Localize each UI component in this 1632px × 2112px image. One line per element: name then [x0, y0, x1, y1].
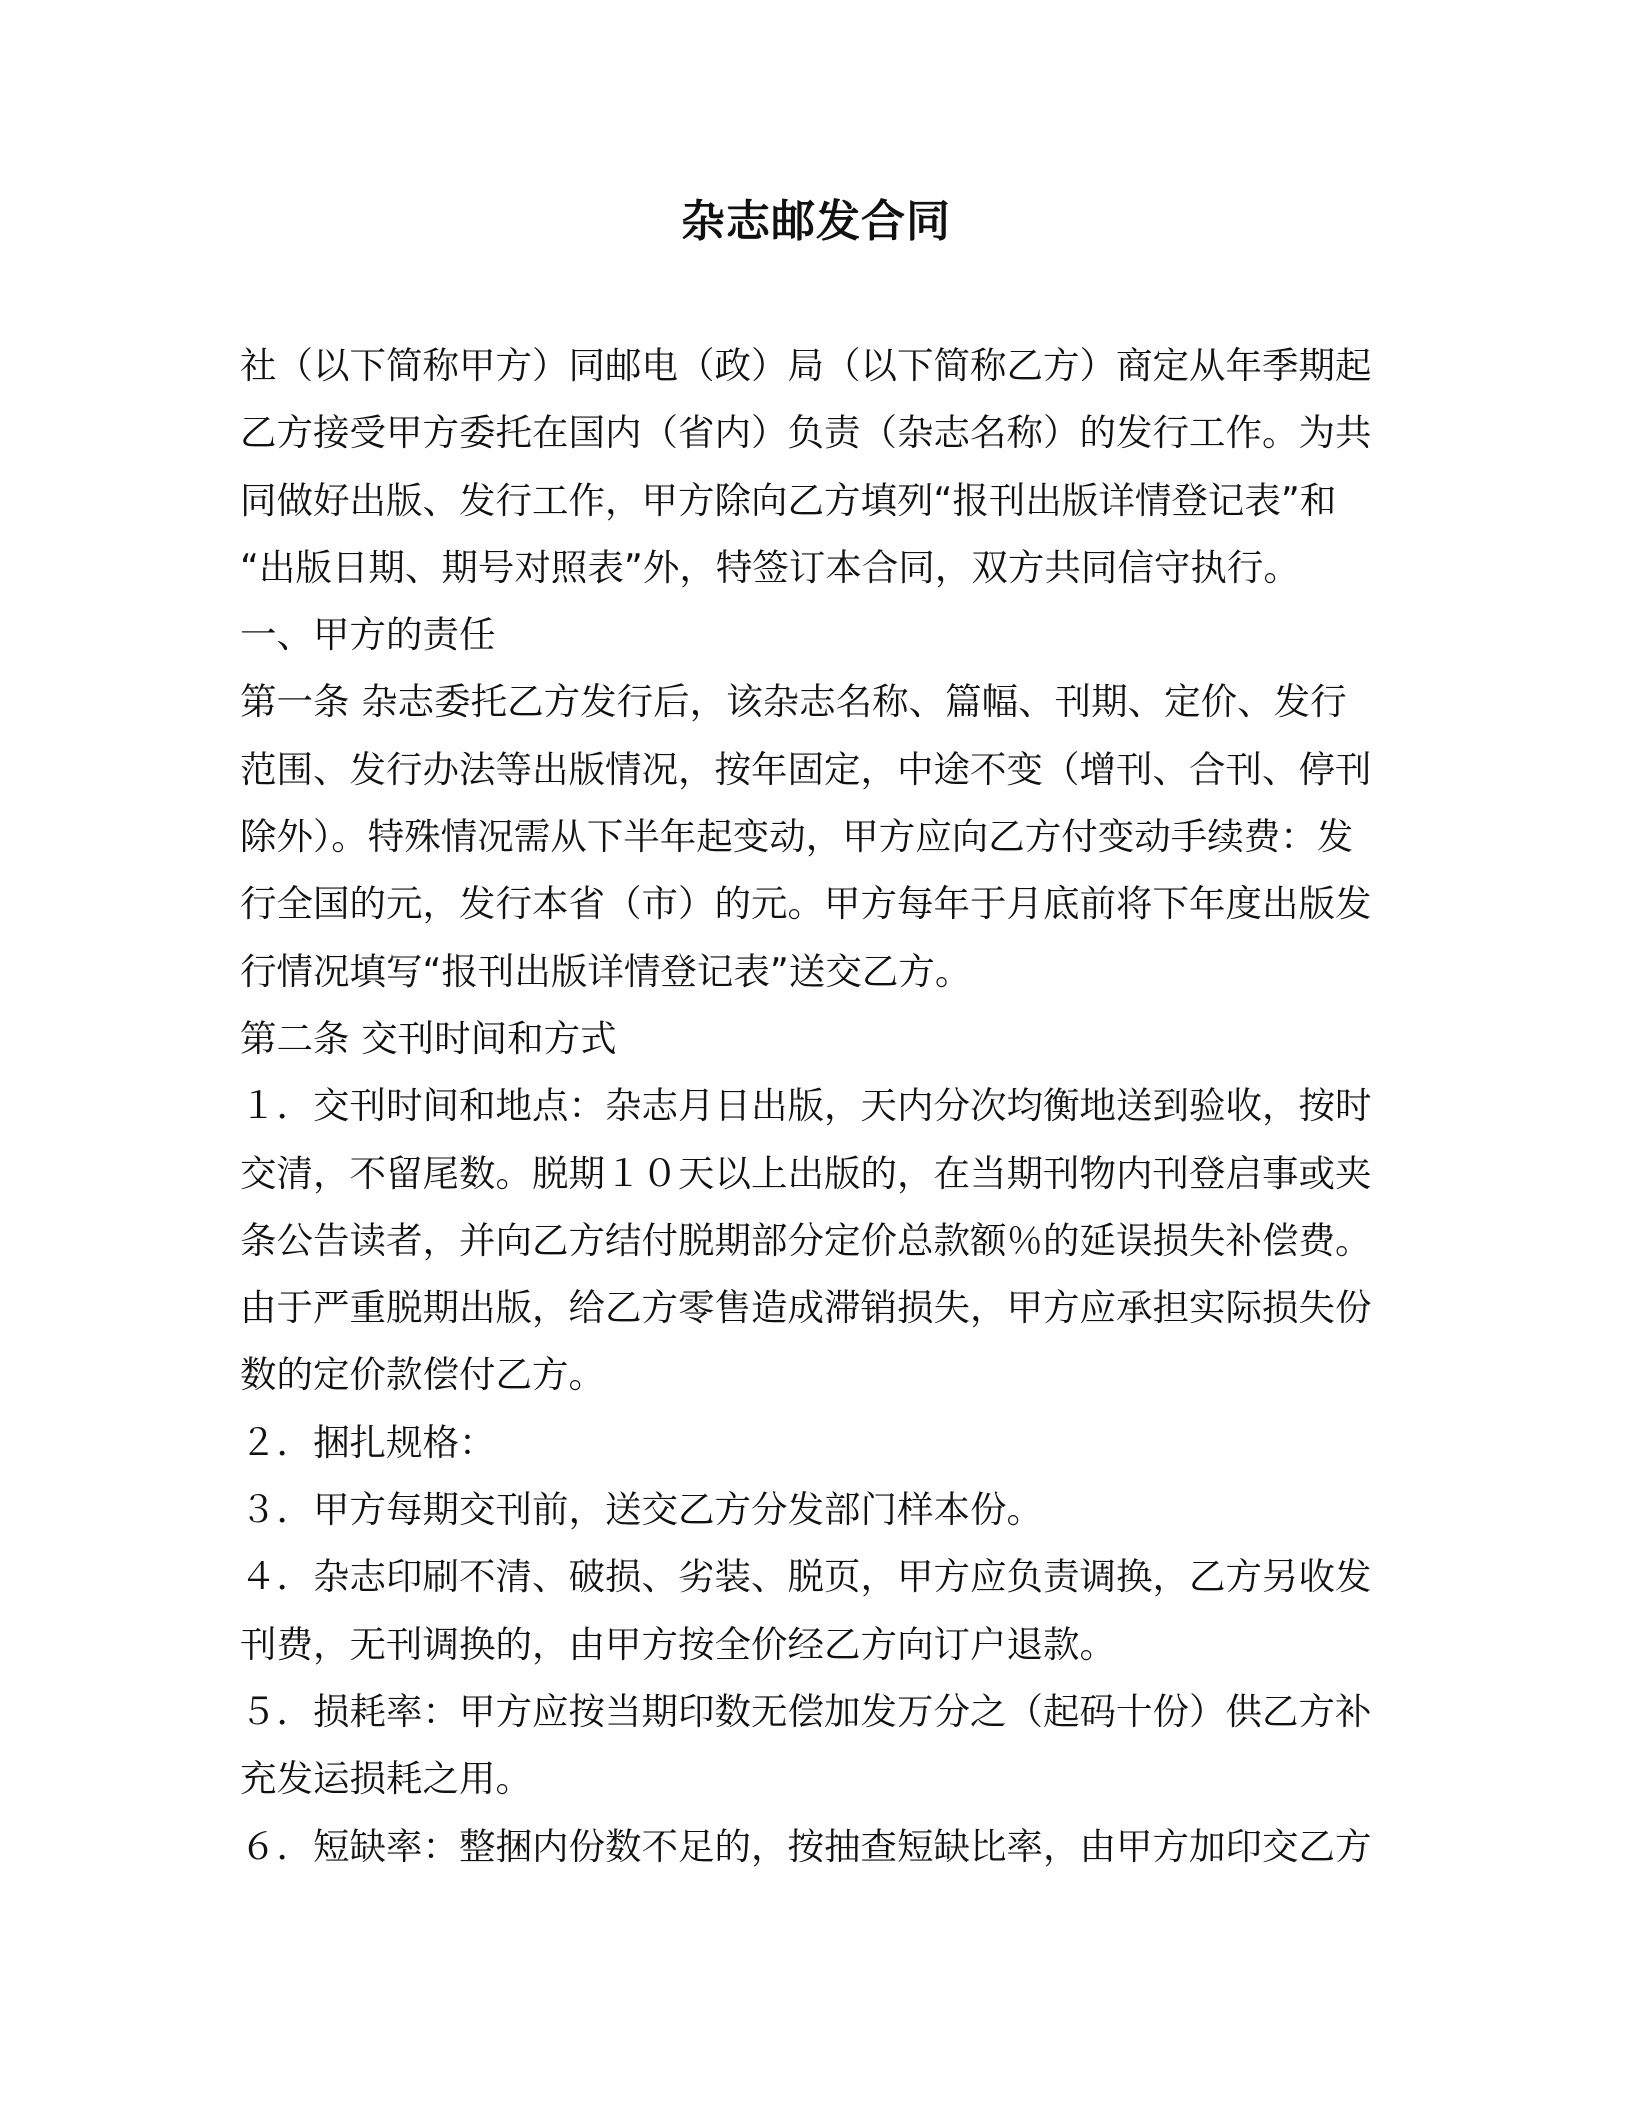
paragraph-line: ６．短缺率：整捆内份数不足的，按抽查短缺比率，由甲方加印交乙方 — [240, 1824, 1372, 1868]
paragraph-line: ４．杂志印刷不清、破损、劣装、脱页，甲方应负责调换，乙方另收发 — [240, 1555, 1372, 1599]
paragraph-line: ３．甲方每期交刊前，送交乙方分发部门样本份。 — [240, 1488, 1043, 1532]
paragraph-line: 范围、发行办法等出版情况，按年固定，中途不变（增刊、合刊、停刊 — [240, 747, 1372, 791]
paragraph-line: ５．损耗率：甲方应按当期印数无偿加发万分之（起码十份）供乙方补 — [240, 1689, 1372, 1733]
document-title: 杂志邮发合同 — [681, 196, 951, 247]
section-heading: 一、甲方的责任 — [240, 613, 496, 657]
paragraph-line: 由于严重脱期出版，给乙方零售造成滞销损失，甲方应承担实际损失份 — [240, 1286, 1372, 1330]
paragraph-line: 交清，不留尾数。脱期１０天以上出版的，在当期刊物内刊登启事或夹 — [240, 1151, 1372, 1195]
paragraph-line: 行情况填写“报刊出版详情登记表”送交乙方。 — [240, 949, 972, 993]
paragraph-line: 条公告读者，并向乙方结付脱期部分定价总款额％的延误损失补偿费。 — [240, 1218, 1372, 1262]
paragraph-line: “出版日期、期号对照表”外，特签订本合同，双方共同信守执行。 — [240, 545, 1300, 589]
paragraph-line: 社（以下简称甲方）同邮电（政）局（以下简称乙方）商定从年季期起 — [240, 344, 1372, 387]
paragraph-line: 刊费，无刊调换的，由甲方按全价经乙方向订户退款。 — [240, 1622, 1116, 1666]
paragraph-line: 乙方接受甲方委托在国内（省内）负责（杂志名称）的发行工作。为共 — [240, 411, 1372, 455]
paragraph-line: 除外）。特殊情况需从下半年起变动，甲方应向乙方付变动手续费：发 — [240, 815, 1354, 859]
paragraph-line: 行全国的元，发行本省（市）的元。甲方每年于月底前将下年度出版发 — [240, 882, 1372, 926]
paragraph-line: 同做好出版、发行工作，甲方除向乙方填列“报刊出版详情登记表”和 — [240, 478, 1337, 522]
document-body — [240, 332, 1400, 1880]
paragraph-line: ２．捆扎规格： — [240, 1420, 496, 1464]
paragraph-line: 第一条 杂志委托乙方发行后，该杂志名称、篇幅、刊期、定价、发行 — [240, 680, 1347, 724]
paragraph-line: １．交刊时间和地点：杂志月日出版，天内分次均衡地送到验收，按时 — [240, 1084, 1372, 1128]
paragraph-line: 数的定价款偿付乙方。 — [240, 1353, 605, 1397]
paragraph-line: 充发运损耗之用。 — [240, 1757, 532, 1801]
article-heading: 第二条 交刊时间和方式 — [240, 1016, 617, 1060]
